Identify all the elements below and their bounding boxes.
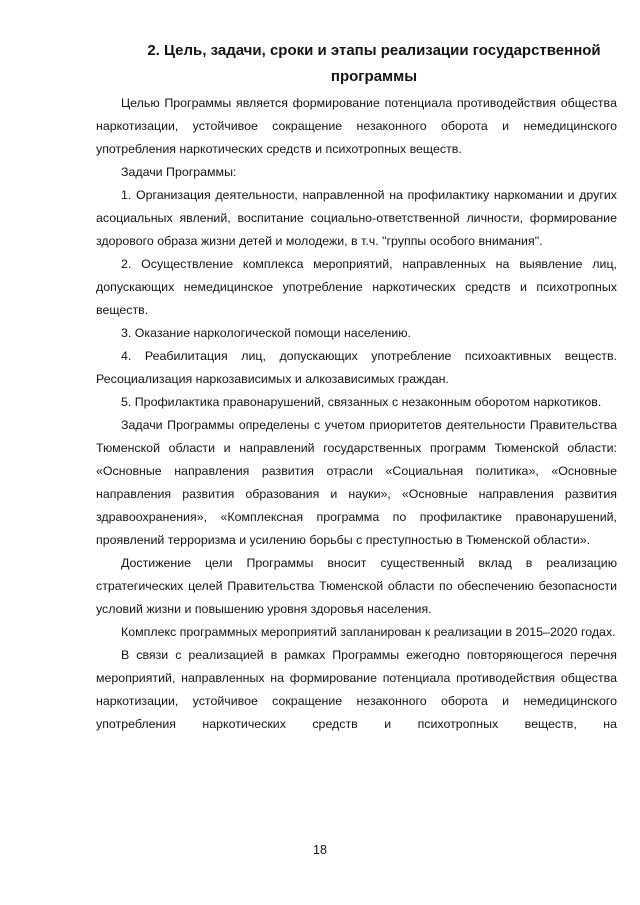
page-number: 18 [313,843,327,857]
body-text [96,92,617,736]
list-item-task-5: 5. Профилактика правонарушений, связанных с незаконным оборотом наркотиков. [121,395,602,409]
list-item-task-3: 3. Оказание наркологической помощи населению. [121,326,411,340]
section-heading-line-2: программы [330,68,418,85]
paragraph-contribution: Достижение цели Программы вносит существенный вклад в реализацию стратегических целей Правительства Тюменской области по обеспечению безопасности условий жизни и повышению уровня здоровья населения. [96,556,617,616]
paragraph-continuation: В связи с реализацией в рамках Программы ежегодно повторяющегося перечня мероприятий, направленных на формирование потенциала противодействия общества наркотизации, устойчивое сокращение незаконного оборота и немедицинского употребления наркотических средств и психотропных веществ, на [96,648,617,731]
paragraph-goal: Целью Программы является формирование потенциала противодействия обществa наркотизации, устойчивое сокращение незаконного оборота и немедицинского употребления наркотических средств и психотропных веществ. [96,96,617,156]
list-item-task-1: 1. Организация деятельности, направленной на профилактику наркомании и других асоциальных явлений, воспитание социально-ответственной личности, формирование здорового образа жизни детей и молодежи, в т.ч. "группы особого внимания". [96,188,617,248]
paragraph-timeline: Комплекс программных мероприятий запланирован к реализации в 2015–2020 годах. [121,625,616,639]
paragraph-priorities: Задачи Программы определены с учетом приоритетов деятельности Правительства Тюменской области и направлений государственных программ Тюменской области: «Основные направления развития отрасли «Социальная политика», «Основные направления развития образования и науки», «Основные направления развития здравоохранения», «Комплексная программа по профилактике правонарушений, проявлений терроризма и усилению борьбы с преступностью в Тюменской области». [96,418,617,547]
section-heading-line-1: 2. Цель, задачи, сроки и этапы реализации государственной [147,42,601,59]
paragraph-tasks-heading: Задачи Программы: [121,165,237,179]
list-item-task-2: 2. Осуществление комплекса мероприятий, направленных на выявление лиц, допускающих немедицинское употребление наркотических средств и психотропных веществ. [96,257,617,317]
list-item-task-4: 4. Реабилитация лиц, допускающих употребление психоактивных веществ. Ресоциализация наркозависимых и алкозависимых граждан. [96,349,617,386]
